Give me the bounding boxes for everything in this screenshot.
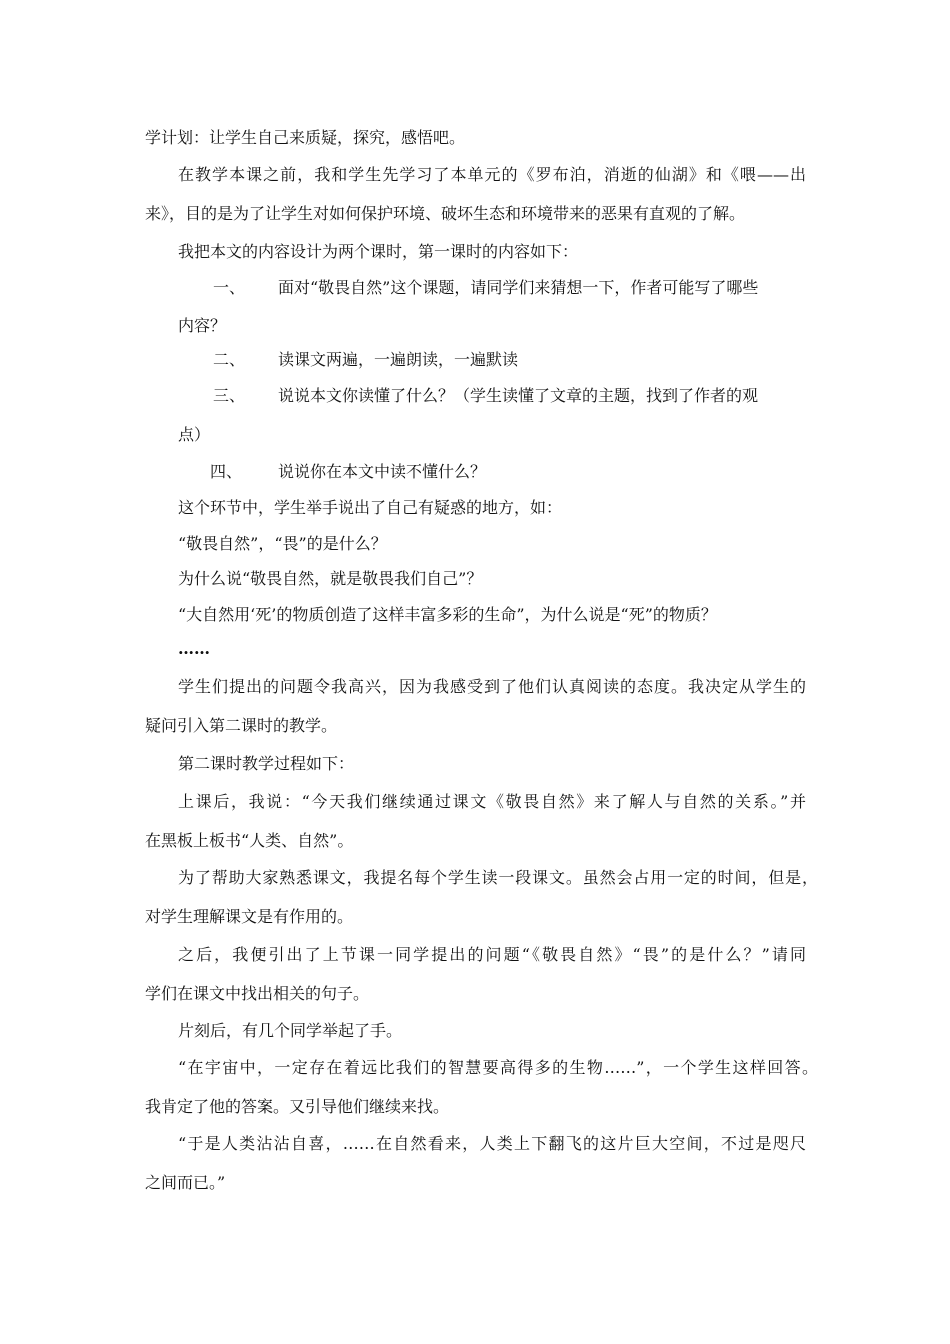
paragraph-line: 学生们提出的问题令我高兴，因为我感受到了他们认真阅读的态度。我决定从学生的 [178, 677, 806, 696]
question-line: “大自然用‘死’的物质创造了这样丰富多彩的生命”，为什么说是“死”的物质？ [178, 605, 717, 624]
paragraph-line: 在教学本课之前，我和学生先学习了本单元的《罗布泊，消逝的仙湖》和《喂——出 [178, 165, 806, 184]
list-number: 三、 [213, 386, 246, 405]
paragraph-line: 这个环节中，学生举手说出了自己有疑惑的地方，如： [178, 498, 563, 517]
paragraph-line: 内容？ [178, 316, 227, 335]
question-line: “敬畏自然”，“畏”的是什么？ [178, 534, 387, 553]
paragraph-line: 片刻后，有几个同学举起了手。 [178, 1021, 403, 1040]
paragraph-line: 我肯定了他的答案。又引导他们继续来找。 [145, 1097, 450, 1116]
paragraph-line: 我把本文的内容设计为两个课时，第一课时的内容如下： [178, 242, 579, 261]
paragraph-line: 点） [178, 425, 211, 444]
paragraph-line: “于是人类沾沾自喜，……在自然看来，人类上下翻飞的这片巨大空间，不过是咫尺 [178, 1134, 806, 1153]
paragraph-line: 第二课时教学过程如下： [178, 754, 355, 773]
paragraph-line: 为了帮助大家熟悉课文，我提名每个学生读一段课文。虽然会占用一定的时间，但是， [178, 868, 818, 887]
paragraph-line: 来》，目的是为了让学生对如何保护环境、破坏生态和环境带来的恶果有直观的了解。 [145, 204, 746, 223]
paragraph-line: 之间而已。” [145, 1173, 226, 1192]
question-line: 为什么说“敬畏自然，就是敬畏我们自己”？ [178, 569, 483, 588]
paragraph-line: 学计划：让学生自己来质疑，探究，感悟吧。 [145, 128, 466, 147]
paragraph-line: 学们在课文中找出相关的句子。 [145, 984, 370, 1003]
list-number: 四、 [210, 462, 243, 481]
list-item-text: 说说你在本文中读不懂什么？ [278, 462, 487, 481]
paragraph-line: “在宇宙中，一定存在着远比我们的智慧要高得多的生物……”，一个学生这样回答。 [178, 1058, 818, 1077]
paragraph-line: 之后，我便引出了上节课一同学提出的问题“《敬畏自然》“畏”的是什么？”请同 [178, 945, 806, 964]
list-number: 一、 [213, 278, 246, 297]
ellipsis-line: …… [178, 639, 210, 658]
list-item-text: 说说本文你读懂了什么？（学生读懂了文章的主题，找到了作者的观 [278, 386, 759, 405]
paragraph-line: 上课后，我说：“今天我们继续通过课文《敬畏自然》来了解人与自然的关系。”并 [178, 792, 806, 811]
list-item-text: 读课文两遍，一遍朗读，一遍默读 [278, 350, 519, 369]
list-number: 二、 [213, 350, 246, 369]
list-item-text: 面对“敬畏自然”这个课题，请同学们来猜想一下，作者可能写了哪些 [278, 278, 759, 297]
paragraph-line: 在黑板上板书“人类、自然”。 [145, 831, 354, 850]
paragraph-line: 对学生理解课文是有作用的。 [145, 907, 354, 926]
paragraph-line: 疑问引入第二课时的教学。 [145, 716, 338, 735]
